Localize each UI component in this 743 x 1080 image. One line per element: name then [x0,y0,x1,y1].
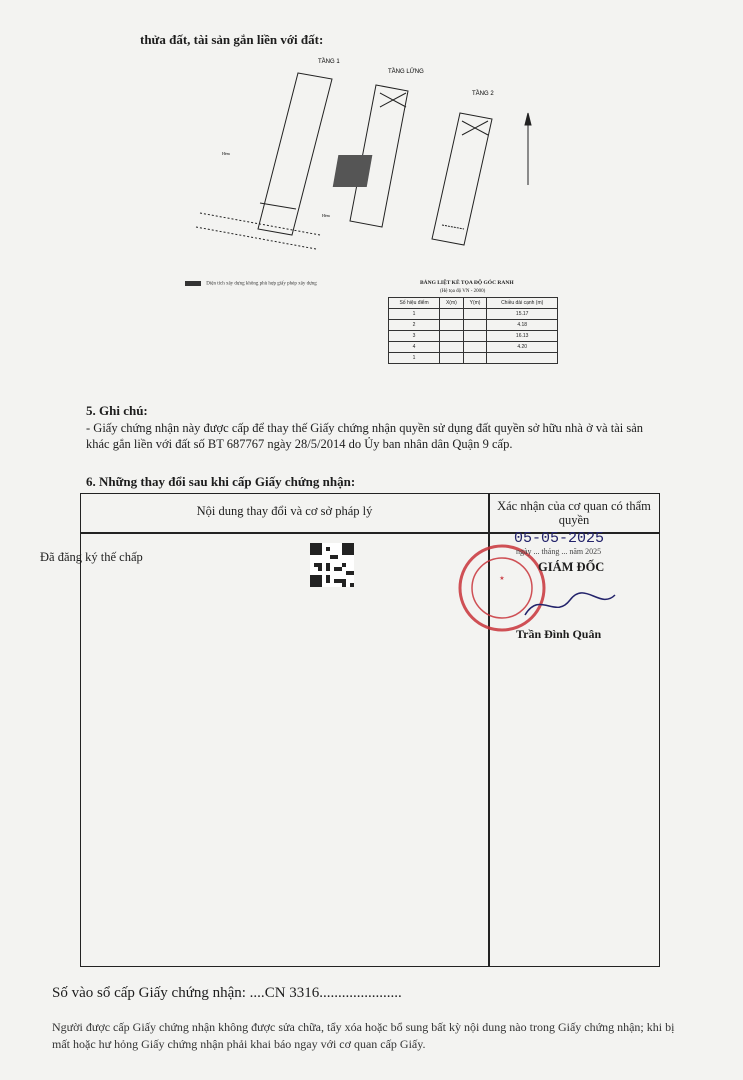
table-cell: 4.20 [487,342,558,353]
column-header-confirm: Xác nhận của cơ quan có thẩm quyền [497,499,651,527]
signing-date-line: ngày ... tháng ... năm 2025 [516,547,602,556]
table-row [389,331,558,342]
table-cell [440,342,464,353]
footer-warning-note: Người được cấp Giấy chứng nhận không được sửa chữa, tẩy xóa hoặc bổ sung bất kỳ nội dung nào trong Giấy chứng nhận; khi bị mất hoặc hư hỏng Giấy chứng nhận phải khai báo ngay với cơ quan cấp Giấy. [52,1020,675,1051]
table-row [389,353,558,364]
legend-note: Diện tích xây dựng không phù hợp giấy phép xây dựng [185,281,317,287]
coord-table [388,297,558,364]
coord-table-title: BẢNG LIỆT KÊ TỌA ĐỘ GÓC RANH [420,280,514,286]
table-cell [440,320,464,331]
land-section-heading: thửa đất, tài sản gắn liền với đất: [140,32,324,47]
table-cell: 4.18 [487,320,558,331]
book-number-value: CN 3316 [264,985,320,1001]
table-cell: 16.13 [487,331,558,342]
table-cell [463,331,487,342]
svg-text:Hẻm: Hẻm [222,151,230,156]
svg-text:★: ★ [499,576,505,582]
coord-header-cell: Chiều dài cạnh (m) [487,298,558,309]
table-row [389,342,558,353]
table-cell: 1 [389,309,440,320]
coord-header-cell: Y(m) [463,298,487,309]
coord-table-subtitle: (Hệ tọa độ VN - 2000) [440,289,486,294]
book-number-dots: ...................... [319,985,402,1001]
table-row [389,320,558,331]
floor-1-label: TẦNG 1 [318,59,340,65]
received-date-stamp: 05-05-2025 [514,530,605,547]
table-cell [440,309,464,320]
table-cell: 3 [389,331,440,342]
table-cell [463,320,487,331]
table-cell [463,353,487,364]
table-row [389,309,558,320]
table-cell: 15.17 [487,309,558,320]
signature-icon [520,585,620,625]
coord-header-cell: Số hiệu điểm [389,298,440,309]
svg-text:Hẻm: Hẻm [322,213,330,218]
table-cell [463,309,487,320]
notes-text: - Giấy chứng nhận này được cấp để thay thế Giấy chứng nhận quyền sử dụng đất quyền sở hữu nhà ở và tài sản khác gắn liền với đất số BT 687767 ngày 28/5/2014 do Ủy ban nhân dân Quận 9 cấp. [86,421,644,451]
change-entry-text: Đã đăng ký thế chấp [40,550,143,564]
coord-header-cell: X(m) [440,298,464,309]
floor-plan-drawing [180,55,560,295]
table-cell: 4 [389,342,440,353]
hatch-swatch-icon [185,281,201,286]
signer-name: Trần Đình Quân [516,627,602,641]
table-cell: 1 [389,353,440,364]
floor-2-label: TẦNG 2 [472,91,494,97]
floor-mezzanine-label: TẦNG LỬNG [388,69,424,75]
table-cell: 2 [389,320,440,331]
table-cell [463,342,487,353]
table-cell [487,353,558,364]
qr-code-icon [310,543,354,587]
director-title: GIÁM ĐỐC [538,560,605,574]
column-header-content: Nội dung thay đổi và cơ sở pháp lý [196,504,373,518]
table-cell [440,353,464,364]
changes-heading: 6. Những thay đổi sau khi cấp Giấy chứng nhận: [86,474,356,489]
notes-heading: 5. Ghi chú: [86,403,148,418]
table-cell [440,331,464,342]
book-number-line [52,985,402,1002]
book-number-label: Số vào sổ cấp Giấy chứng nhận: .... [52,985,265,1001]
coord-table-header [389,298,558,309]
